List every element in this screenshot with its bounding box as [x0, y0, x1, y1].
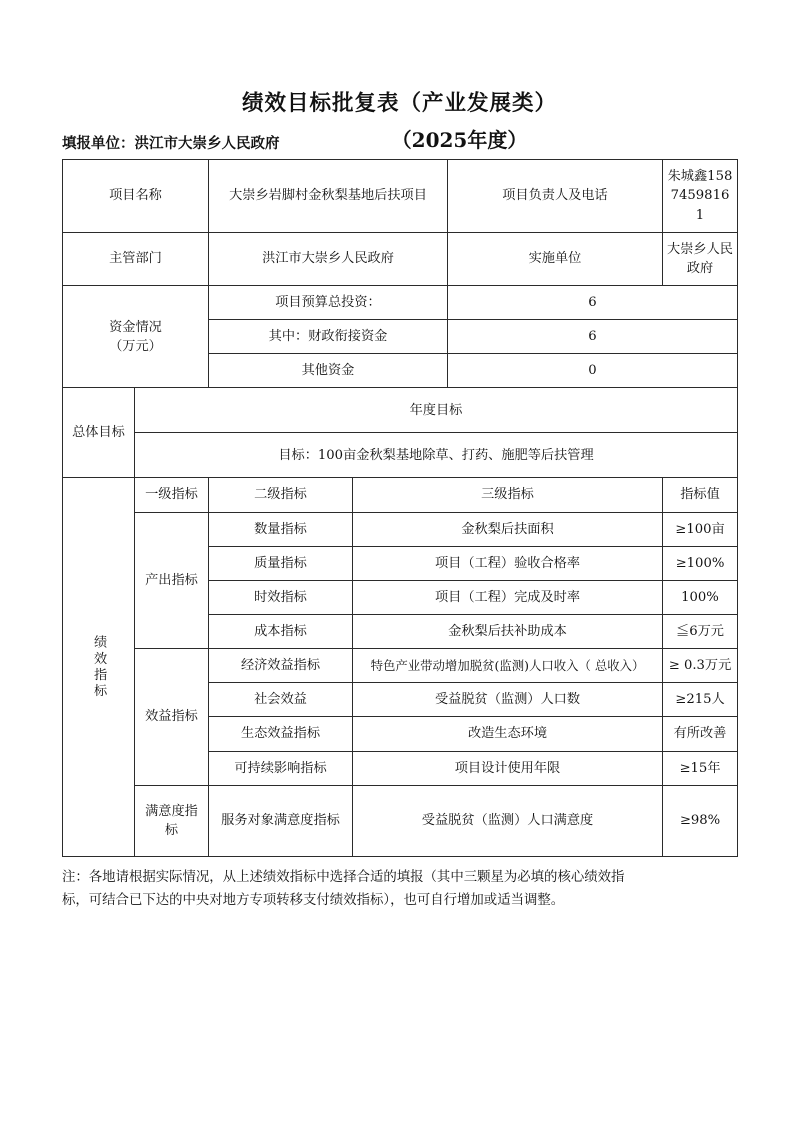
level2-label: 质量指标	[209, 546, 353, 580]
funds-label	[63, 285, 209, 387]
table-row-funds-1	[63, 285, 738, 319]
level1-satisfaction: 满意度指标	[135, 785, 209, 856]
table-row-indicator	[63, 649, 738, 683]
level2-label: 经济效益指标	[209, 649, 353, 683]
project-leader-label: 项目负责人及电话	[448, 160, 663, 232]
col-header-level1: 一级指标	[135, 478, 209, 512]
col-header-level3: 三级指标	[353, 478, 663, 512]
level3-label: 金秋梨后扶面积	[353, 512, 663, 546]
level2-label: 数量指标	[209, 512, 353, 546]
level3-label: 改造生态环境	[353, 717, 663, 751]
project-name-value: 大崇乡岩脚村金秋梨基地后扶项目	[209, 160, 448, 232]
project-name-label: 项目名称	[63, 160, 209, 232]
footnote	[62, 866, 737, 913]
page-title-year: （2025年度）	[391, 128, 528, 153]
dept-value: 洪江市大崇乡人民政府	[209, 232, 448, 285]
table-row-department	[63, 232, 738, 285]
funds-row-value: 6	[448, 285, 738, 319]
indicator-value: 有所改善	[663, 717, 738, 751]
dept-label: 主管部门	[63, 232, 209, 285]
funds-label-line2: （万元）	[109, 338, 162, 354]
col-header-level2: 二级指标	[209, 478, 353, 512]
indicator-value: 100%	[663, 580, 738, 614]
indicator-value: ≥ 0.3万元	[663, 649, 738, 683]
funds-row-name: 其中：财政衔接资金	[209, 320, 448, 354]
level2-label: 社会效益	[209, 683, 353, 717]
funds-row-value: 6	[448, 320, 738, 354]
level3-label: 项目（工程）验收合格率	[353, 546, 663, 580]
funds-row-name: 项目预算总投资：	[209, 285, 448, 319]
project-leader-value: 朱城鑫15874598161	[663, 160, 738, 232]
funds-row-name: 其他资金	[209, 354, 448, 388]
filler-unit-label: 填报单位：洪江市大崇乡人民政府	[62, 135, 280, 153]
page-title: 绩效目标批复表（产业发展类）	[241, 91, 557, 116]
performance-indicator-label: 绩效指标	[63, 478, 135, 856]
table-row-annual-target-header	[63, 388, 738, 433]
indicator-value: ≥98%	[663, 785, 738, 856]
table-row-annual-target-value	[63, 433, 738, 478]
indicator-value: ≥100%	[663, 546, 738, 580]
footnote-line-1: 注：各地请根据实际情况，从上述绩效指标中选择合适的填报（其中三颗星为必填的核心绩效指	[62, 869, 625, 885]
level1-benefit: 效益指标	[135, 649, 209, 786]
level2-label: 时效指标	[209, 580, 353, 614]
overall-target-label: 总体目标	[63, 388, 135, 478]
level3-label: 金秋梨后扶补助成本	[353, 614, 663, 648]
indicator-value: ≥100亩	[663, 512, 738, 546]
level3-label: 特色产业带动增加脱贫(监测)人口收入（ 总收入）	[353, 649, 663, 683]
funds-row-value: 0	[448, 354, 738, 388]
impl-unit-label: 实施单位	[448, 232, 663, 285]
level2-label: 服务对象满意度指标	[209, 785, 353, 856]
annual-target-value: 目标：100亩金秋梨基地除草、打药、施肥等后扶管理	[135, 433, 738, 478]
col-header-value: 指标值	[663, 478, 738, 512]
impl-unit-value: 大崇乡人民政府	[663, 232, 738, 285]
performance-target-table	[62, 159, 738, 856]
level2-label: 可持续影响指标	[209, 751, 353, 785]
table-row-indicator	[63, 785, 738, 856]
level3-label: 项目（工程）完成及时率	[353, 580, 663, 614]
level2-label: 生态效益指标	[209, 717, 353, 751]
indicator-value: ≥215人	[663, 683, 738, 717]
indicator-value: ≥15年	[663, 751, 738, 785]
annual-target-header: 年度目标	[135, 388, 738, 433]
level3-label: 受益脱贫（监测）人口满意度	[353, 785, 663, 856]
table-row-indicator	[63, 512, 738, 546]
level2-label: 成本指标	[209, 614, 353, 648]
footnote-line-2: 标，可结合已下达的中央对地方专项转移支付绩效指标），也可自行增加或适当调整。	[62, 893, 565, 909]
level3-label: 受益脱贫（监测）人口数	[353, 683, 663, 717]
funds-label-line1: 资金情况	[109, 319, 162, 335]
level1-output: 产出指标	[135, 512, 209, 649]
table-row-project-name	[63, 160, 738, 232]
table-row-indicator-header	[63, 478, 738, 512]
level3-label: 项目设计使用年限	[353, 751, 663, 785]
indicator-value: ≦6万元	[663, 614, 738, 648]
